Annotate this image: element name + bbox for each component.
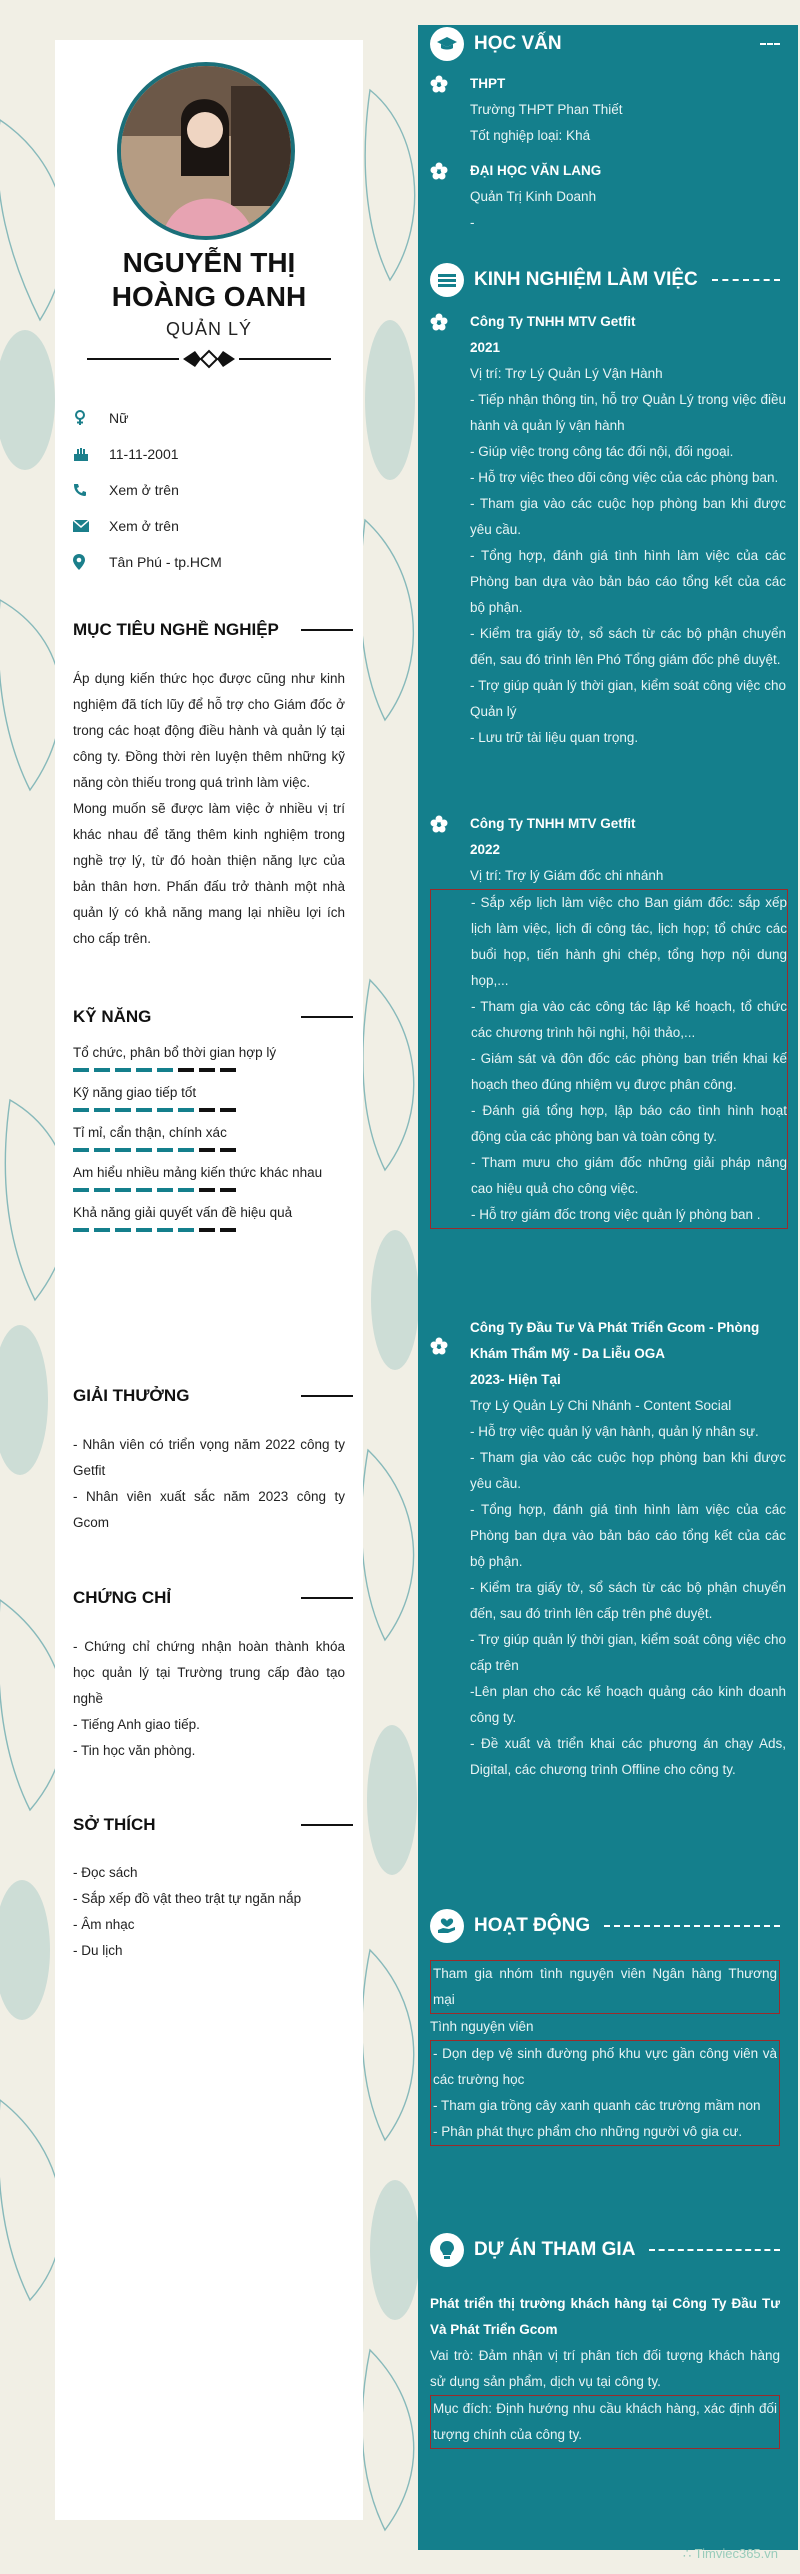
- activity-item: - Dọn dẹp vệ sinh đường phố khu vực gần công viên và các trường học: [433, 2046, 777, 2087]
- job-duty: - Hỗ trợ việc quản lý vận hành, quản lý nhân sự.: [470, 1424, 759, 1439]
- projects-header: [430, 2233, 786, 2267]
- job-duty: - Đánh giá tổng hợp, lập báo cáo tình hình hoạt động của các phòng ban và toàn công ty.: [471, 1103, 787, 1144]
- job-duty: - Lưu trữ tài liệu quan trọng.: [470, 730, 639, 745]
- skills-heading: KỸ NĂNG: [73, 1007, 152, 1026]
- job-duty: - Giúp việc trong công tác đối nội, đối ngoại.: [470, 444, 734, 459]
- skill-segment-filled: [157, 1108, 173, 1112]
- certificates-header: [73, 1588, 353, 1608]
- objective-paragraph-2: Mong muốn sẽ được làm việc ở nhiều vị trí khác nhau để tăng thêm kinh nghiệm trong nghề trợ lý, từ đó hoàn thiện năng lực của bản thân hơn. Phấn đấu trở thành một nhà quản lý có khả năng mang lại nhiều lợi ích cho cấp trên.: [73, 801, 345, 946]
- job-duty: - Giám sát và đôn đốc các phòng ban triển khai kế hoạch theo đúng nhiệm vụ được phân công.: [471, 1051, 787, 1092]
- heading-rule: [301, 1824, 353, 1826]
- project-goal: Mục đích: Định hướng nhu cầu khách hàng, xác định đối tượng chính của công ty.: [433, 2401, 777, 2442]
- activity-role: Tình nguyện viên: [430, 2019, 534, 2034]
- watermark-text: Timviec365.vn: [694, 2546, 778, 2561]
- skill-segment-filled: [94, 1228, 110, 1232]
- education-note: -: [470, 215, 475, 230]
- activities-heading: HOẠT ĐỘNG: [474, 1915, 591, 1936]
- name-line-2: HOÀNG OANH: [111, 281, 307, 312]
- contact-birthday: [73, 436, 353, 472]
- skill-segment-filled: [136, 1188, 152, 1192]
- highlighted-duties: [430, 889, 788, 1229]
- education-school: Trường THPT Phan Thiết: [470, 102, 623, 117]
- job-duty: - Kiểm tra giấy tờ, sổ sách từ các bộ phận chuyển đến, sau đó trình lên cấp trên phê duyệt.: [470, 1580, 786, 1621]
- skill-segment-filled: [94, 1108, 110, 1112]
- contact-gender: [73, 400, 353, 436]
- skill-segment-filled: [178, 1108, 194, 1112]
- activities-list: [430, 1960, 780, 2146]
- skill-segment-filled: [115, 1148, 131, 1152]
- heading-rule: [301, 1597, 353, 1599]
- job-duty: - Hỗ trợ giám đốc trong việc quản lý phòng ban .: [471, 1207, 761, 1222]
- graduation-cap-icon: [430, 27, 464, 61]
- skill-level-bar: [73, 1068, 345, 1072]
- hobby-item: - Sắp xếp đồ vật theo trật tự ngăn nắp: [73, 1891, 302, 1906]
- hobby-item: - Du lịch: [73, 1943, 123, 1958]
- highlighted-activity-duties: [430, 2040, 780, 2146]
- lightbulb-icon: [430, 2233, 464, 2267]
- job-duty: - Tham gia vào các cuộc họp phòng ban khi được yêu cầu.: [470, 496, 786, 537]
- skill-segment-empty: [220, 1228, 236, 1232]
- header-dash: [712, 279, 780, 281]
- highlighted-project-goal: [430, 2395, 780, 2449]
- phone-icon: [73, 483, 109, 497]
- address-value: Tân Phú - tp.HCM: [109, 554, 222, 570]
- skill-segment-filled: [115, 1188, 131, 1192]
- skills-header: [73, 1007, 353, 1027]
- ornament-divider: [87, 348, 331, 370]
- activity-organization: Tham gia nhóm tình nguyện viên Ngân hàng Thương mại: [433, 1966, 777, 2007]
- skill-segment-filled: [115, 1068, 131, 1072]
- flower-bullet-icon: [430, 1337, 448, 1355]
- skill-item: [73, 1120, 345, 1152]
- skill-segment-filled: [136, 1108, 152, 1112]
- award-item: - Nhân viên có triển vọng năm 2022 công ty Getfit: [73, 1437, 345, 1478]
- objective-paragraph-1: Áp dụng kiến thức học được cũng như kinh nghiệm đã tích lũy để hỗ trợ cho Giám đốc ở trong các hoạt động điều hành và quản lý tại công ty. Đồng thời rèn luyện thêm những kỹ năng còn thiếu trong quá trình làm việc.: [73, 671, 345, 790]
- skill-segment-filled: [73, 1148, 89, 1152]
- heading-rule: [301, 629, 353, 631]
- activity-item: - Tham gia trồng cây xanh quanh các trường mầm non: [433, 2098, 761, 2113]
- certificate-item: - Tin học văn phòng.: [73, 1743, 196, 1758]
- skill-segment-filled: [94, 1068, 110, 1072]
- highlighted-activity: [430, 1960, 780, 2014]
- flower-bullet-icon: [430, 815, 448, 833]
- activities-header: [430, 1909, 786, 1943]
- flower-bullet-icon: [430, 162, 448, 180]
- job-entry: [430, 309, 786, 751]
- objective-heading: MỤC TIÊU NGHỀ NGHIỆP: [73, 620, 279, 639]
- skill-segment-filled: [73, 1108, 89, 1112]
- skill-item: [73, 1160, 345, 1192]
- job-role: Vị trí: Trợ lý Giám đốc chi nhánh: [470, 868, 664, 883]
- job-duty: - Trợ giúp quản lý thời gian, kiểm soát công việc cho cấp trên: [470, 1632, 786, 1673]
- certificate-item: - Tiếng Anh giao tiếp.: [73, 1717, 200, 1732]
- skill-segment-filled: [94, 1148, 110, 1152]
- phone-value[interactable]: Xem ở trên: [109, 482, 179, 498]
- education-level: THPT: [470, 76, 506, 91]
- job-duty: - Tổng hợp, đánh giá tình hình làm việc của các Phòng ban dựa vào bản báo cáo tổng kết của các bộ phận.: [470, 548, 786, 615]
- education-header: [430, 27, 786, 61]
- skill-segment-filled: [157, 1148, 173, 1152]
- left-column: [55, 40, 363, 2520]
- skill-segment-filled: [136, 1148, 152, 1152]
- skill-name: Kỹ năng giao tiếp tốt: [73, 1085, 197, 1100]
- skill-level-bar: [73, 1108, 345, 1112]
- skill-segment-filled: [157, 1228, 173, 1232]
- job-duty: - Tham gia vào các cuộc họp phòng ban khi được yêu cầu.: [470, 1450, 786, 1491]
- education-major: Quản Trị Kinh Doanh: [470, 189, 597, 204]
- certificates-heading: CHỨNG CHỈ: [73, 1588, 172, 1607]
- awards-heading: GIẢI THƯỞNG: [73, 1386, 190, 1405]
- skill-level-bar: [73, 1188, 345, 1192]
- skill-segment-filled: [115, 1108, 131, 1112]
- job-duty: - Tham mưu cho giám đốc những giải pháp nâng cao hiệu quả cho công việc.: [471, 1155, 787, 1196]
- hand-heart-icon: [430, 1909, 464, 1943]
- hobby-item: - Âm nhạc: [73, 1917, 135, 1932]
- job-duty: - Kiểm tra giấy tờ, sổ sách từ các bộ phận chuyển đến, sau đó trình lên Phó Tổng giám đốc phê duyệt.: [470, 626, 786, 667]
- objective-header: [73, 620, 353, 640]
- awards-list: [73, 1432, 345, 1536]
- job-role: Trợ Lý Quản Lý Chi Nhánh - Content Social: [470, 1398, 732, 1413]
- skill-segment-filled: [73, 1188, 89, 1192]
- flower-bullet-icon: [430, 313, 448, 331]
- skill-segment-empty: [178, 1068, 194, 1072]
- gender-value: Nữ: [109, 410, 129, 426]
- header-dash: [649, 2249, 780, 2251]
- job-duty: - Đề xuất và triển khai các phương án chạy Ads, Digital, các chương trình Offline cho công ty.: [470, 1736, 786, 1777]
- certificates-list: [73, 1634, 345, 1764]
- project-entry: [430, 2291, 780, 2449]
- birthday-cake-icon: [73, 446, 109, 462]
- education-heading: HỌC VẤN: [474, 33, 562, 54]
- skill-segment-empty: [199, 1068, 215, 1072]
- job-duty: - Tham gia vào các công tác lập kế hoạch, tổ chức các chương trình hội nghị, hội thảo,...: [471, 999, 787, 1040]
- gender-icon: [73, 410, 109, 426]
- header-dash: [604, 1925, 780, 1927]
- skill-item: [73, 1080, 345, 1112]
- experience-header: [430, 263, 786, 297]
- company-name: Công Ty TNHH MTV Getfit: [470, 816, 636, 831]
- candidate-name: [55, 246, 363, 314]
- skill-name: Am hiểu nhiều mảng kiến thức khác nhau: [73, 1165, 323, 1180]
- education-note: Tốt nghiệp loại: Khá: [470, 128, 591, 143]
- name-line-1: NGUYỄN THỊ: [122, 247, 296, 278]
- skill-name: Khả năng giải quyết vấn đề hiệu quả: [73, 1205, 293, 1220]
- book-stack-icon: [430, 263, 464, 297]
- education-level: ĐẠI HỌC VĂN LANG: [470, 163, 602, 178]
- activity-item: - Phân phát thực phẩm cho những người vô gia cư.: [433, 2124, 743, 2139]
- skill-segment-empty: [199, 1228, 215, 1232]
- contact-email: [73, 508, 353, 544]
- job-duty: -Lên plan cho các kế hoạch quảng cáo kinh doanh công ty.: [470, 1684, 786, 1725]
- skill-level-bar: [73, 1228, 345, 1232]
- skill-name: Tổ chức, phân bổ thời gian hợp lý: [73, 1045, 277, 1060]
- skill-segment-empty: [199, 1108, 215, 1112]
- project-title: Phát triển thị trường khách hàng tại Công Ty Đầu Tư Và Phát Triển Gcom: [430, 2296, 780, 2337]
- projects-heading: DỰ ÁN THAM GIA: [474, 2239, 636, 2260]
- job-period: 2021: [470, 340, 501, 355]
- job-duty: - Hỗ trợ việc theo dõi công việc của các phòng ban.: [470, 470, 779, 485]
- skill-segment-filled: [73, 1228, 89, 1232]
- skill-segment-filled: [136, 1068, 152, 1072]
- job-period: 2022: [470, 842, 501, 857]
- location-pin-icon: [73, 554, 109, 570]
- header-dash: [760, 43, 780, 45]
- skill-segment-filled: [94, 1188, 110, 1192]
- skills-list: [73, 1040, 345, 1240]
- hobby-item: - Đọc sách: [73, 1865, 138, 1880]
- contact-phone: [73, 472, 353, 508]
- email-icon: [73, 520, 109, 532]
- skill-segment-filled: [157, 1068, 173, 1072]
- job-entry: [430, 811, 786, 1229]
- company-name: Công Ty TNHH MTV Getfit: [470, 314, 636, 329]
- email-value[interactable]: Xem ở trên: [109, 518, 179, 534]
- education-entry: [430, 158, 786, 236]
- skill-segment-filled: [178, 1188, 194, 1192]
- objective-text: [73, 666, 345, 952]
- birthday-value: 11-11-2001: [109, 446, 179, 462]
- contact-address: [73, 544, 353, 580]
- skill-level-bar: [73, 1148, 345, 1152]
- skill-segment-empty: [220, 1108, 236, 1112]
- job-duty: - Tiếp nhận thông tin, hỗ trợ Quản Lý trong việc điều hành và quản lý vận hành: [470, 392, 786, 433]
- skill-segment-empty: [199, 1148, 215, 1152]
- skill-item: [73, 1040, 345, 1072]
- skill-segment-filled: [115, 1228, 131, 1232]
- skill-segment-filled: [136, 1228, 152, 1232]
- job-period: 2023- Hiện Tại: [470, 1372, 561, 1387]
- heading-rule: [301, 1016, 353, 1018]
- skill-segment-empty: [220, 1188, 236, 1192]
- skill-item: [73, 1200, 345, 1232]
- flower-bullet-icon: [430, 75, 448, 93]
- skill-segment-filled: [178, 1228, 194, 1232]
- contact-info: [73, 400, 353, 580]
- skill-segment-empty: [220, 1148, 236, 1152]
- skill-segment-filled: [178, 1148, 194, 1152]
- job-duty: - Sắp xếp lịch làm việc cho Ban giám đốc: sắp xếp lịch làm việc, lịch đi công tác, lịch họp; tổ chức các buổi họp, tiến hành ghi chép, tổng hợp nội dung họp,...: [471, 895, 787, 988]
- hobbies-list: [73, 1860, 345, 1964]
- job-duty: - Trợ giúp quản lý thời gian, kiểm soát công việc cho Quản lý: [470, 678, 786, 719]
- experience-heading: KINH NGHIỆM LÀM VIỆC: [474, 269, 698, 290]
- hobbies-heading: SỞ THÍCH: [73, 1815, 156, 1834]
- project-role: Vai trò: Đảm nhận vị trí phân tích đối tượng khách hàng sử dụng sản phẩm, dịch vụ tại công ty.: [430, 2348, 780, 2389]
- skill-segment-filled: [73, 1068, 89, 1072]
- right-column: [418, 25, 798, 2550]
- awards-header: [73, 1386, 353, 1406]
- hobbies-header: [73, 1815, 353, 1835]
- skill-segment-empty: [220, 1068, 236, 1072]
- watermark-logo-icon: ∴: [683, 2546, 695, 2561]
- job-entry: [430, 1315, 786, 1783]
- skill-segment-filled: [157, 1188, 173, 1192]
- heading-rule: [301, 1395, 353, 1397]
- job-title: QUẢN LÝ: [165, 319, 253, 339]
- job-role: Vị trí: Trợ Lý Quản Lý Vận Hành: [470, 366, 663, 381]
- certificate-item: - Chứng chỉ chứng nhận hoàn thành khóa học quản lý tại Trường trung cấp đào tạo nghề: [73, 1639, 345, 1706]
- job-duty: - Tổng hợp, đánh giá tình hình làm việc của các Phòng ban dựa vào bản báo cáo tổng kết của các bộ phận.: [470, 1502, 786, 1569]
- skill-name: Tỉ mỉ, cẩn thận, chính xác: [73, 1125, 227, 1140]
- company-name: Công Ty Đầu Tư Và Phát Triển Gcom - Phòng Khám Thẩm Mỹ - Da Liễu OGA: [470, 1320, 760, 1361]
- award-item: - Nhân viên xuất sắc năm 2023 công ty Gcom: [73, 1489, 345, 1530]
- education-entry: [430, 71, 786, 149]
- watermark: [683, 2546, 778, 2562]
- avatar: [117, 62, 295, 240]
- skill-segment-empty: [199, 1188, 215, 1192]
